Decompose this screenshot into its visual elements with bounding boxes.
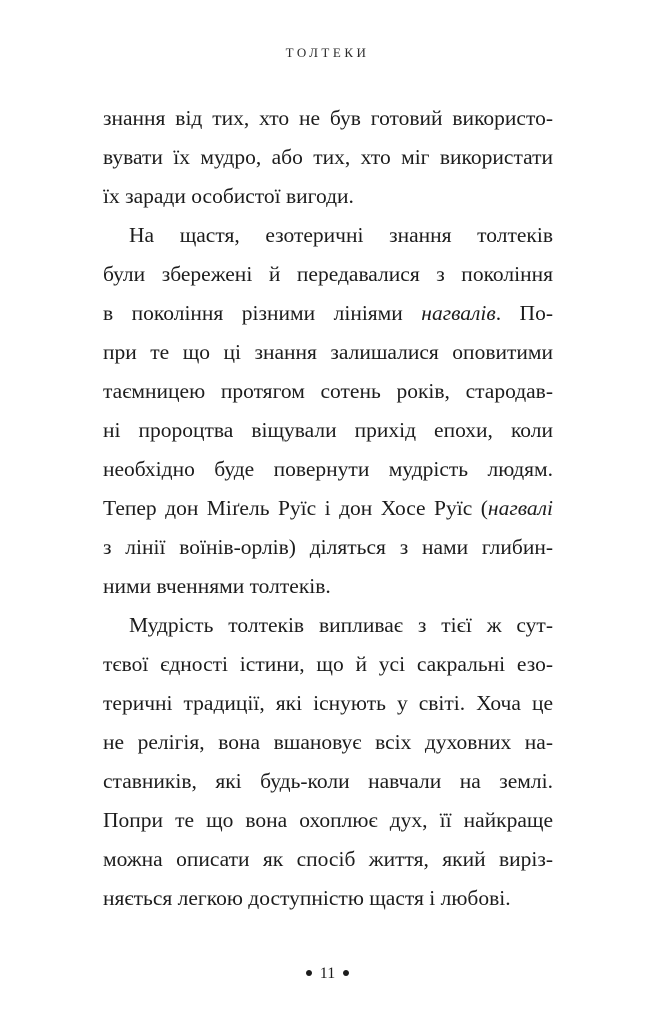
text-segment: знання від тих, хто не був готовий використо- xyxy=(103,106,553,130)
text-segment: можна описати як спосіб життя, який виріз- xyxy=(103,847,553,871)
text-segment: теричні традиції, які існують у світі. Хоча це xyxy=(103,691,553,715)
text-segment: необхідно буде повернути мудрість людям. xyxy=(103,457,553,481)
text-line xyxy=(103,489,553,528)
text-line xyxy=(103,450,553,489)
text-line xyxy=(103,138,553,177)
text-line xyxy=(103,294,553,333)
page-number-footer xyxy=(0,965,655,983)
body-text xyxy=(103,99,553,918)
text-line xyxy=(103,645,553,684)
text-line xyxy=(103,255,553,294)
text-segment: няється легкою доступністю щастя і любові. xyxy=(103,886,511,910)
text-segment: при те що ці знання залишалися оповитими xyxy=(103,340,553,364)
text-line xyxy=(103,567,553,606)
text-line xyxy=(103,762,553,801)
text-line xyxy=(103,177,553,216)
text-segment: їх заради особистої вигоди. xyxy=(103,184,354,208)
text-line xyxy=(103,723,553,762)
page-number: 11 xyxy=(319,965,336,982)
text-segment: тєвої єдності істини, що й усі сакральні езо- xyxy=(103,652,553,676)
text-segment: таємницею протягом сотень років, стародав- xyxy=(103,379,553,403)
text-segment: На щастя, езотеричні знання толтеків xyxy=(129,223,553,247)
text-segment: ставників, які будь-коли навчали на землі. xyxy=(103,769,553,793)
text-line xyxy=(103,372,553,411)
bullet-right-icon xyxy=(343,970,349,976)
text-line xyxy=(103,684,553,723)
text-segment: ні пророцтва віщували прихід епохи, коли xyxy=(103,418,553,442)
italic-term: нагвалів xyxy=(421,301,496,325)
text-segment: з лінії воїнів-орлів) діляться з нами глибин- xyxy=(103,535,553,559)
text-line xyxy=(103,411,553,450)
text-line xyxy=(103,528,553,567)
text-line xyxy=(103,606,553,645)
running-head: ТОЛТЕКИ xyxy=(285,45,370,60)
italic-term: нагвалі xyxy=(487,496,553,520)
text-line xyxy=(103,801,553,840)
text-line xyxy=(103,879,553,918)
text-segment: в покоління різними лініями xyxy=(103,301,422,325)
text-line xyxy=(103,840,553,879)
text-segment: Тепер дон Міґель Руїс і дон Хосе Руїс ( xyxy=(103,496,488,520)
text-segment: . По- xyxy=(495,301,553,325)
text-segment: були збережені й передавалися з покоління xyxy=(103,262,553,286)
bullet-left-icon xyxy=(306,970,312,976)
text-segment: не релігія, вона вшановує всіх духовних на- xyxy=(103,730,553,754)
text-segment: Мудрість толтеків випливає з тієї ж сут- xyxy=(129,613,553,637)
text-line xyxy=(103,216,553,255)
text-segment: ними вченнями толтеків. xyxy=(103,574,331,598)
text-line xyxy=(103,333,553,372)
text-segment: вувати їх мудро, або тих, хто міг використати xyxy=(103,145,553,169)
text-segment: Попри те що вона охоплює дух, її найкраще xyxy=(103,808,553,832)
text-line xyxy=(103,99,553,138)
